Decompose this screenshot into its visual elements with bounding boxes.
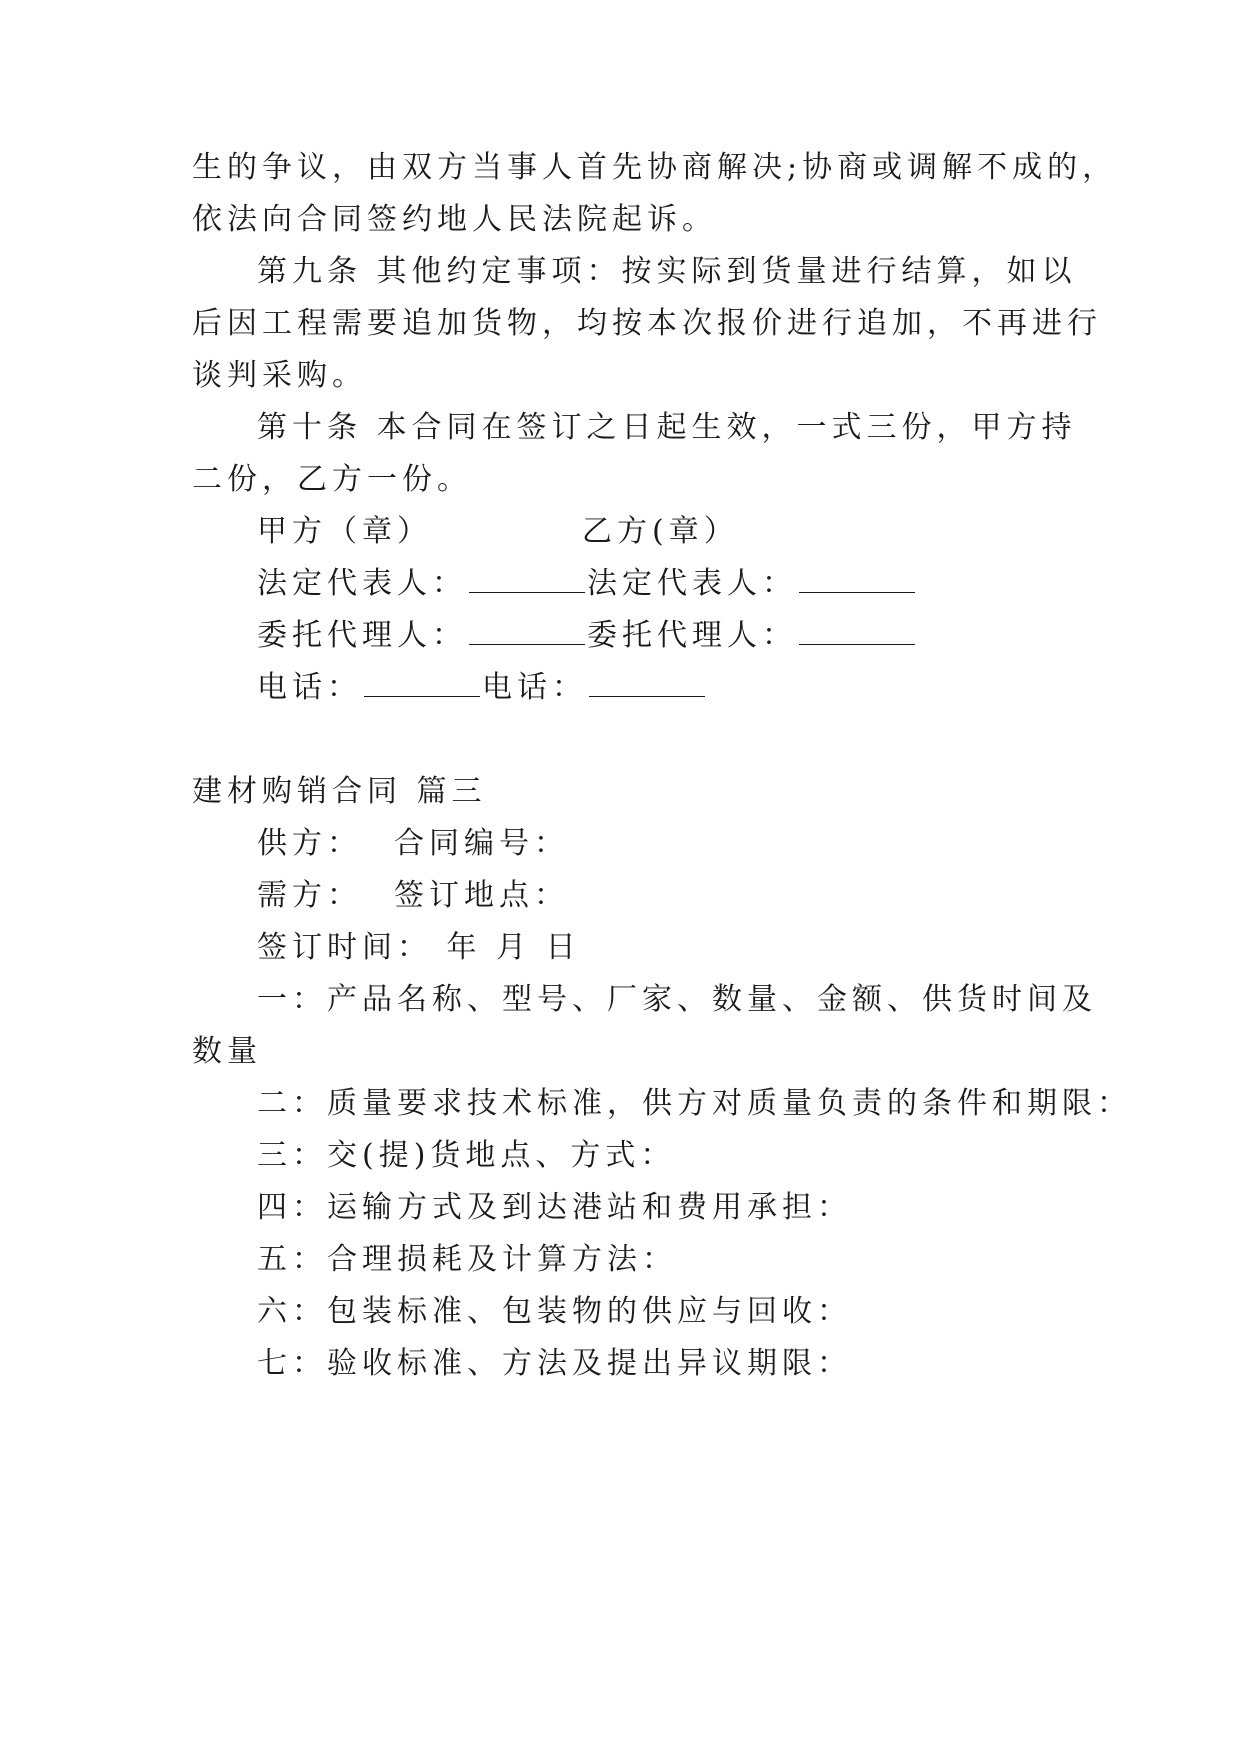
sign-time: 签订时间： 年 月 日 [257, 930, 581, 965]
phone-b-blank [589, 669, 705, 697]
section-title: 建材购销合同 篇三 [192, 774, 487, 809]
legal-rep-b-blank [799, 565, 915, 593]
agent-a-blank [469, 617, 585, 645]
clause-1-cont: 数量 [192, 1034, 262, 1069]
clause-2: 二：质量要求技术标准，供方对质量负责的条件和期限： [257, 1086, 1132, 1121]
buyer-label: 需方： [257, 878, 362, 913]
clause-3: 三：交(提)货地点、方式： [257, 1138, 676, 1173]
phone-row [257, 668, 707, 708]
contract-no-label: 合同编号： [394, 826, 569, 861]
paragraph-line: 生的争议，由双方当事人首先协商解决;协商或调解不成的， [192, 150, 1118, 185]
paragraph-line: 依法向合同签约地人民法院起诉。 [192, 202, 717, 237]
phone-b-label: 电话： [482, 670, 587, 705]
article-nine: 第九条 其他约定事项：按实际到货量进行结算，如以 [257, 254, 1077, 289]
paragraph-line: 谈判采购。 [192, 358, 367, 393]
clause-5: 五：合理损耗及计算方法： [257, 1242, 677, 1277]
phone-a-label: 电话： [257, 670, 362, 705]
supplier-row [257, 824, 569, 864]
sign-place-label: 签订地点： [394, 878, 569, 913]
article-ten: 第十条 本合同在签订之日起生效，一式三份，甲方持 [257, 410, 1077, 445]
party-b-seal-label: 乙方(章） [582, 514, 739, 549]
agent-b-blank [799, 617, 915, 645]
legal-rep-row [257, 564, 917, 604]
legal-rep-a-label: 法定代表人： [257, 566, 467, 601]
phone-a-blank [364, 669, 480, 697]
legal-rep-b-label: 法定代表人： [587, 566, 797, 601]
party-a-seal-label: 甲方（章） [257, 514, 432, 549]
legal-rep-a-blank [469, 565, 585, 593]
paragraph-line: 二份，乙方一份。 [192, 462, 472, 497]
agent-b-label: 委托代理人： [587, 618, 797, 653]
supplier-label: 供方： [257, 826, 362, 861]
agent-a-label: 委托代理人： [257, 618, 467, 653]
clause-1: 一：产品名称、型号、厂家、数量、金额、供货时间及 [257, 982, 1097, 1017]
paragraph-line: 后因工程需要追加货物，均按本次报价进行追加，不再进行 [192, 306, 1102, 341]
clause-6: 六：包装标准、包装物的供应与回收： [257, 1294, 852, 1329]
agent-row [257, 616, 917, 656]
clause-7: 七：验收标准、方法及提出异议期限： [257, 1346, 852, 1381]
clause-4: 四：运输方式及到达港站和费用承担： [257, 1190, 852, 1225]
buyer-row [257, 876, 569, 916]
signature-parties [257, 512, 739, 552]
